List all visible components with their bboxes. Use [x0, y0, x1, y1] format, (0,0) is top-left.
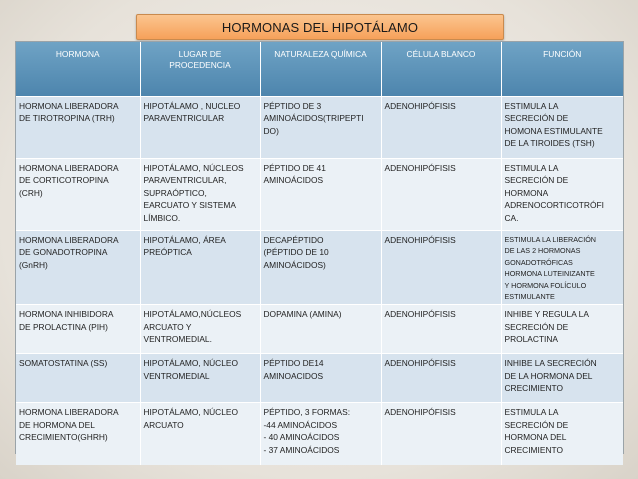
cell-lugar	[140, 231, 260, 305]
cell-text-line: HIPOTÁLAMO,NÚCLEOS	[143, 309, 242, 320]
table-header	[16, 42, 623, 97]
cell-funcion	[501, 305, 623, 354]
cell-text-line: DO)	[263, 125, 279, 136]
cell-lugar	[140, 305, 260, 354]
table-row	[16, 305, 623, 354]
cell-text-line: (GnRH)	[19, 259, 48, 270]
cell-text-line: PARAVENTRICULAR	[143, 113, 225, 124]
cell-text-line: AMINOÁCIDOS)	[263, 259, 326, 270]
cell-text-line: DE LA TIROIDES (TSH)	[504, 138, 595, 149]
cell-text-line: (PÉPTIDO DE 10	[263, 247, 329, 258]
cell-hormona	[16, 231, 140, 305]
slide-title-text: HORMONAS DEL HIPOTÁLAMO	[221, 19, 419, 35]
cell-text-line: SECRECIÓN DE	[504, 113, 569, 124]
cell-celula-blanco	[381, 354, 501, 403]
cell-text-line: PÉPTIDO DE 41	[263, 163, 326, 173]
cell-hormona	[16, 403, 140, 465]
header-funcion	[501, 42, 623, 97]
cell-text-line: AMINOÁCIDOS(TRIPEPTI	[263, 113, 364, 124]
table-row	[16, 403, 623, 465]
cell-text-line: -44 AMINOÁCIDOS	[263, 419, 338, 430]
header-lugar-procedencia	[140, 42, 260, 97]
cell-text-line: PREÓPTICA	[143, 247, 192, 258]
cell-lugar	[140, 97, 260, 159]
cell-text-line: ADENOHIPÓFISIS	[384, 101, 456, 111]
header-line: CÉLULA BLANCO	[406, 49, 476, 59]
cell-text-line: INHIBE Y REGULA LA	[504, 309, 589, 320]
cell-text-line: ESTIMULANTE	[504, 292, 555, 302]
header-row	[16, 42, 623, 97]
cell-funcion	[501, 231, 623, 305]
cell-text-line: Y HORMONA FOLÍCULO	[504, 280, 587, 290]
cell-hormona	[16, 354, 140, 403]
header-line: LUGAR DE	[178, 49, 222, 59]
cell-text-line: ADENOHIPÓFISIS	[384, 358, 456, 369]
cell-text-line: CRECIMIENTO	[504, 383, 563, 394]
cell-text-line: HIPOTÁLAMO, NÚCLEO	[143, 358, 238, 369]
cell-text-line: HIPOTÁLAMO, NÚCLEOS	[143, 163, 244, 173]
cell-text-line: ADENOHIPÓFISIS	[384, 309, 456, 320]
cell-funcion	[501, 403, 623, 465]
cell-celula-blanco	[381, 403, 501, 465]
cell-text-line: HORMONA LIBERADORA	[19, 235, 119, 245]
cell-naturaleza	[260, 159, 381, 231]
cell-text-line: ADENOHIPÓFISIS	[384, 235, 456, 245]
table-row	[16, 97, 623, 159]
cell-text-line: HORMONA LIBERADORA	[19, 407, 119, 418]
cell-text-line: SOMATOSTATINA (SS)	[19, 358, 108, 369]
table-body	[16, 97, 623, 465]
header-line: NATURALEZA QUÍMICA	[274, 49, 367, 59]
cell-lugar	[140, 159, 260, 231]
cell-celula-blanco	[381, 97, 501, 159]
hormones-table	[16, 42, 623, 465]
cell-text-line: HIPOTÁLAMO, ÁREA	[143, 235, 226, 245]
cell-text-line: HORMONA	[504, 187, 549, 198]
cell-text-line: ARCUATO	[143, 419, 184, 430]
cell-text-line: CRECIMIENTO(GHRH)	[19, 432, 108, 443]
cell-text-line: ESTIMULA LA	[504, 407, 559, 418]
cell-text-line: PARAVENTRICULAR,	[143, 175, 227, 186]
cell-text-line: INHIBE LA SECRECIÓN	[504, 358, 597, 369]
cell-text-line: SUPRAÓPTICO,	[143, 187, 207, 198]
cell-text-line: AMINOÁCIDOS	[263, 175, 324, 186]
cell-text-line: PÉPTIDO, 3 FORMAS:	[263, 407, 351, 418]
cell-lugar	[140, 403, 260, 465]
cell-naturaleza	[260, 231, 381, 305]
cell-text-line: HORMONA LUTEINIZANTE	[504, 269, 595, 279]
cell-lugar	[140, 354, 260, 403]
cell-text-line: DE PROLACTINA (PIH)	[19, 321, 108, 332]
cell-text-line: LÍMBICO.	[143, 212, 181, 223]
cell-text-line: ADENOHIPÓFISIS	[384, 407, 456, 418]
cell-text-line: ESTIMULA LA LIBERACIÓN	[504, 235, 596, 244]
cell-text-line: HIPOTÁLAMO, NÚCLEO	[143, 407, 238, 418]
cell-text-line: DE GONADOTROPINA	[19, 247, 108, 258]
header-hormona	[16, 42, 140, 97]
cell-text-line: CA.	[504, 212, 519, 223]
cell-text-line: PÉPTIDO DE14	[263, 358, 324, 369]
cell-text-line: SECRECIÓN DE	[504, 419, 569, 430]
cell-text-line: GONADOTRÓFICAS	[504, 257, 573, 267]
cell-celula-blanco	[381, 231, 501, 305]
cell-text-line: PROLACTINA	[504, 334, 559, 345]
cell-text-line: VENTROMEDIAL.	[143, 334, 212, 345]
cell-celula-blanco	[381, 159, 501, 231]
cell-celula-blanco	[381, 305, 501, 354]
cell-hormona	[16, 305, 140, 354]
cell-text-line: HOMONA ESTIMULANTE	[504, 125, 603, 136]
header-line: HORMONA	[55, 49, 100, 59]
cell-text-line: HORMONA DEL	[504, 432, 567, 443]
header-line: PROCEDENCIA	[169, 60, 231, 70]
cell-text-line: HORMONA LIBERADORA	[19, 101, 119, 111]
cell-text-line: DE CORTICOTROPINA	[19, 175, 109, 186]
cell-text-line: - 40 AMINOÁCIDOS	[263, 432, 340, 443]
cell-naturaleza	[260, 97, 381, 159]
cell-text-line: SECRECIÓN DE	[504, 321, 569, 332]
cell-hormona	[16, 97, 140, 159]
cell-text-line: HORMONA LIBERADORA	[19, 163, 119, 173]
table-row	[16, 159, 623, 231]
cell-text-line: DE LA HORMONA DEL	[504, 370, 593, 381]
cell-text-line: DECAPÉPTIDO	[263, 235, 324, 245]
table-row	[16, 354, 623, 403]
cell-text-line: (CRH)	[19, 187, 43, 198]
cell-text-line: ESTIMULA LA	[504, 101, 559, 111]
cell-text-line: ARCUATO Y	[143, 321, 192, 332]
cell-funcion	[501, 159, 623, 231]
cell-text-line: ADENOHIPÓFISIS	[384, 163, 456, 173]
header-line: FUNCIÓN	[543, 49, 582, 59]
cell-text-line: AMINOACIDOS	[263, 370, 324, 381]
header-naturaleza-quimica	[260, 42, 381, 97]
cell-naturaleza	[260, 403, 381, 465]
cell-text-line: EARCUATO Y SISTEMA	[143, 200, 236, 211]
cell-text-line: PÉPTIDO DE 3	[263, 101, 322, 111]
cell-text-line: CRECIMIENTO	[504, 444, 563, 455]
cell-text-line: ESTIMULA LA	[504, 163, 559, 173]
cell-text-line: VENTROMEDIAL	[143, 370, 210, 381]
cell-text-line: DE LAS 2 HORMONAS	[504, 246, 581, 256]
table-row	[16, 231, 623, 305]
cell-naturaleza	[260, 305, 381, 354]
cell-text-line: HORMONA INHIBIDORA	[19, 309, 114, 320]
cell-hormona	[16, 159, 140, 231]
cell-text-line: - 37 AMINOÁCIDOS	[263, 444, 340, 455]
cell-text-line: ADRENOCORTICOTRÓFI	[504, 200, 604, 211]
cell-text-line: DE TIROTROPINA (TRH)	[19, 113, 115, 124]
cell-text-line: HIPOTÁLAMO , NUCLEO	[143, 101, 241, 111]
header-celula-blanco	[381, 42, 501, 97]
cell-naturaleza	[260, 354, 381, 403]
cell-funcion	[501, 354, 623, 403]
cell-text-line: SECRECIÓN DE	[504, 175, 569, 186]
cell-text-line: DE HORMONA DEL	[19, 419, 95, 430]
cell-text-line: DOPAMINA (AMINA)	[263, 309, 342, 320]
slide-title	[136, 14, 504, 40]
hormones-table-container	[16, 42, 623, 453]
cell-funcion	[501, 97, 623, 159]
